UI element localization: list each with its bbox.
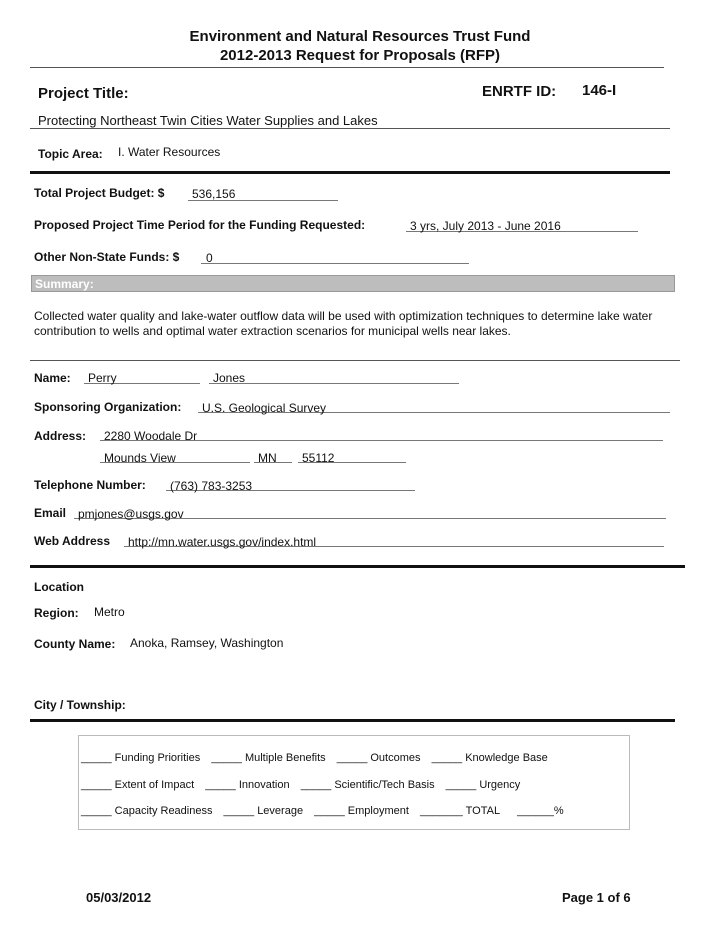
criteria-total: _______ TOTAL bbox=[419, 805, 501, 817]
criteria-multiple-benefits: _____ Multiple Benefits bbox=[211, 752, 326, 764]
topic-area-label: Topic Area: bbox=[38, 147, 103, 161]
criteria-percent: ______% bbox=[517, 805, 564, 817]
state-value: MN bbox=[258, 451, 277, 465]
footer-date: 05/03/2012 bbox=[86, 890, 152, 905]
summary-text: Collected water quality and lake-water outflow data will be used with optimization techniques to determine lake water contribution to wells and optimal water extraction scenarios for municipal wells near lakes. bbox=[34, 309, 653, 338]
criteria-row-1 bbox=[81, 752, 556, 764]
criteria-scientific-tech-basis: _____ Scientific/Tech Basis bbox=[300, 779, 435, 791]
city-value: Mounds View bbox=[104, 451, 176, 465]
section-divider-1 bbox=[30, 171, 670, 174]
enrtf-id-value: 146-I bbox=[582, 82, 617, 99]
zip-value: 55112 bbox=[302, 451, 335, 465]
name-label: Name: bbox=[34, 371, 71, 385]
email-label: Email bbox=[34, 506, 67, 520]
total-budget-label: Total Project Budget: $ bbox=[34, 186, 165, 200]
enrtf-id-label: ENRTF ID: bbox=[482, 83, 557, 100]
project-title-value: Protecting Northeast Twin Cities Water Supplies and Lakes bbox=[38, 113, 378, 128]
non-state-funds-label: Other Non-State Funds: $ bbox=[34, 250, 180, 264]
time-period-label: Proposed Project Time Period for the Funding Requested: bbox=[34, 218, 366, 232]
criteria-innovation: _____ Innovation bbox=[205, 779, 290, 791]
time-period-value: 3 yrs, July 2013 - June 2016 bbox=[410, 219, 561, 233]
city-township-label: City / Township: bbox=[34, 698, 126, 712]
evaluation-criteria-box bbox=[78, 735, 630, 830]
footer-page-number: Page 1 of 6 bbox=[562, 890, 631, 905]
non-state-funds-line bbox=[201, 250, 469, 264]
criteria-capacity-readiness: _____ Capacity Readiness bbox=[81, 805, 213, 817]
telephone-value: (763) 783-3253 bbox=[170, 479, 253, 493]
web-address-label: Web Address bbox=[34, 534, 111, 548]
telephone-label: Telephone Number: bbox=[34, 478, 146, 492]
last-name-line bbox=[209, 370, 459, 384]
criteria-urgency: _____ Urgency bbox=[445, 779, 521, 791]
section-divider-3 bbox=[30, 719, 675, 722]
header-line-1: Environment and Natural Resources Trust Fund bbox=[189, 28, 531, 45]
criteria-row-3 bbox=[81, 805, 572, 817]
header-divider bbox=[30, 67, 664, 68]
criteria-extent-of-impact: _____ Extent of Impact bbox=[81, 779, 195, 791]
criteria-knowledge-base: _____ Knowledge Base bbox=[431, 752, 548, 764]
title-divider bbox=[30, 128, 670, 129]
criteria-funding-priorities: _____ Funding Priorities bbox=[81, 752, 201, 764]
total-budget-value: 536,156 bbox=[192, 187, 236, 201]
header-line-2: 2012-2013 Request for Proposals (RFP) bbox=[219, 47, 501, 64]
county-name-label: County Name: bbox=[34, 637, 116, 651]
address-label: Address: bbox=[34, 429, 87, 443]
web-address-value: http://mn.water.usgs.gov/index.html bbox=[128, 535, 317, 549]
first-name-value: Perry bbox=[88, 371, 117, 385]
summary-header: Summary: bbox=[31, 275, 675, 292]
criteria-row-2 bbox=[81, 779, 528, 791]
region-label: Region: bbox=[34, 606, 79, 620]
section-divider-2 bbox=[30, 565, 685, 568]
sponsoring-org-value: U.S. Geological Survey bbox=[202, 401, 327, 415]
location-heading: Location bbox=[34, 580, 84, 594]
county-name-value: Anoka, Ramsey, Washington bbox=[130, 636, 284, 650]
criteria-leverage: _____ Leverage bbox=[223, 805, 304, 817]
street-value: 2280 Woodale Dr bbox=[104, 429, 198, 443]
non-state-funds-value: 0 bbox=[206, 251, 213, 265]
region-value: Metro bbox=[94, 605, 125, 619]
topic-area-value: I. Water Resources bbox=[118, 145, 221, 159]
project-title-label: Project Title: bbox=[38, 85, 129, 102]
sponsoring-org-label: Sponsoring Organization: bbox=[34, 400, 182, 414]
criteria-outcomes: _____ Outcomes bbox=[336, 752, 421, 764]
last-name-value: Jones bbox=[213, 371, 246, 385]
email-value: pmjones@usgs.gov bbox=[78, 507, 184, 521]
criteria-employment: _____ Employment bbox=[314, 805, 409, 817]
summary-divider bbox=[30, 360, 680, 361]
